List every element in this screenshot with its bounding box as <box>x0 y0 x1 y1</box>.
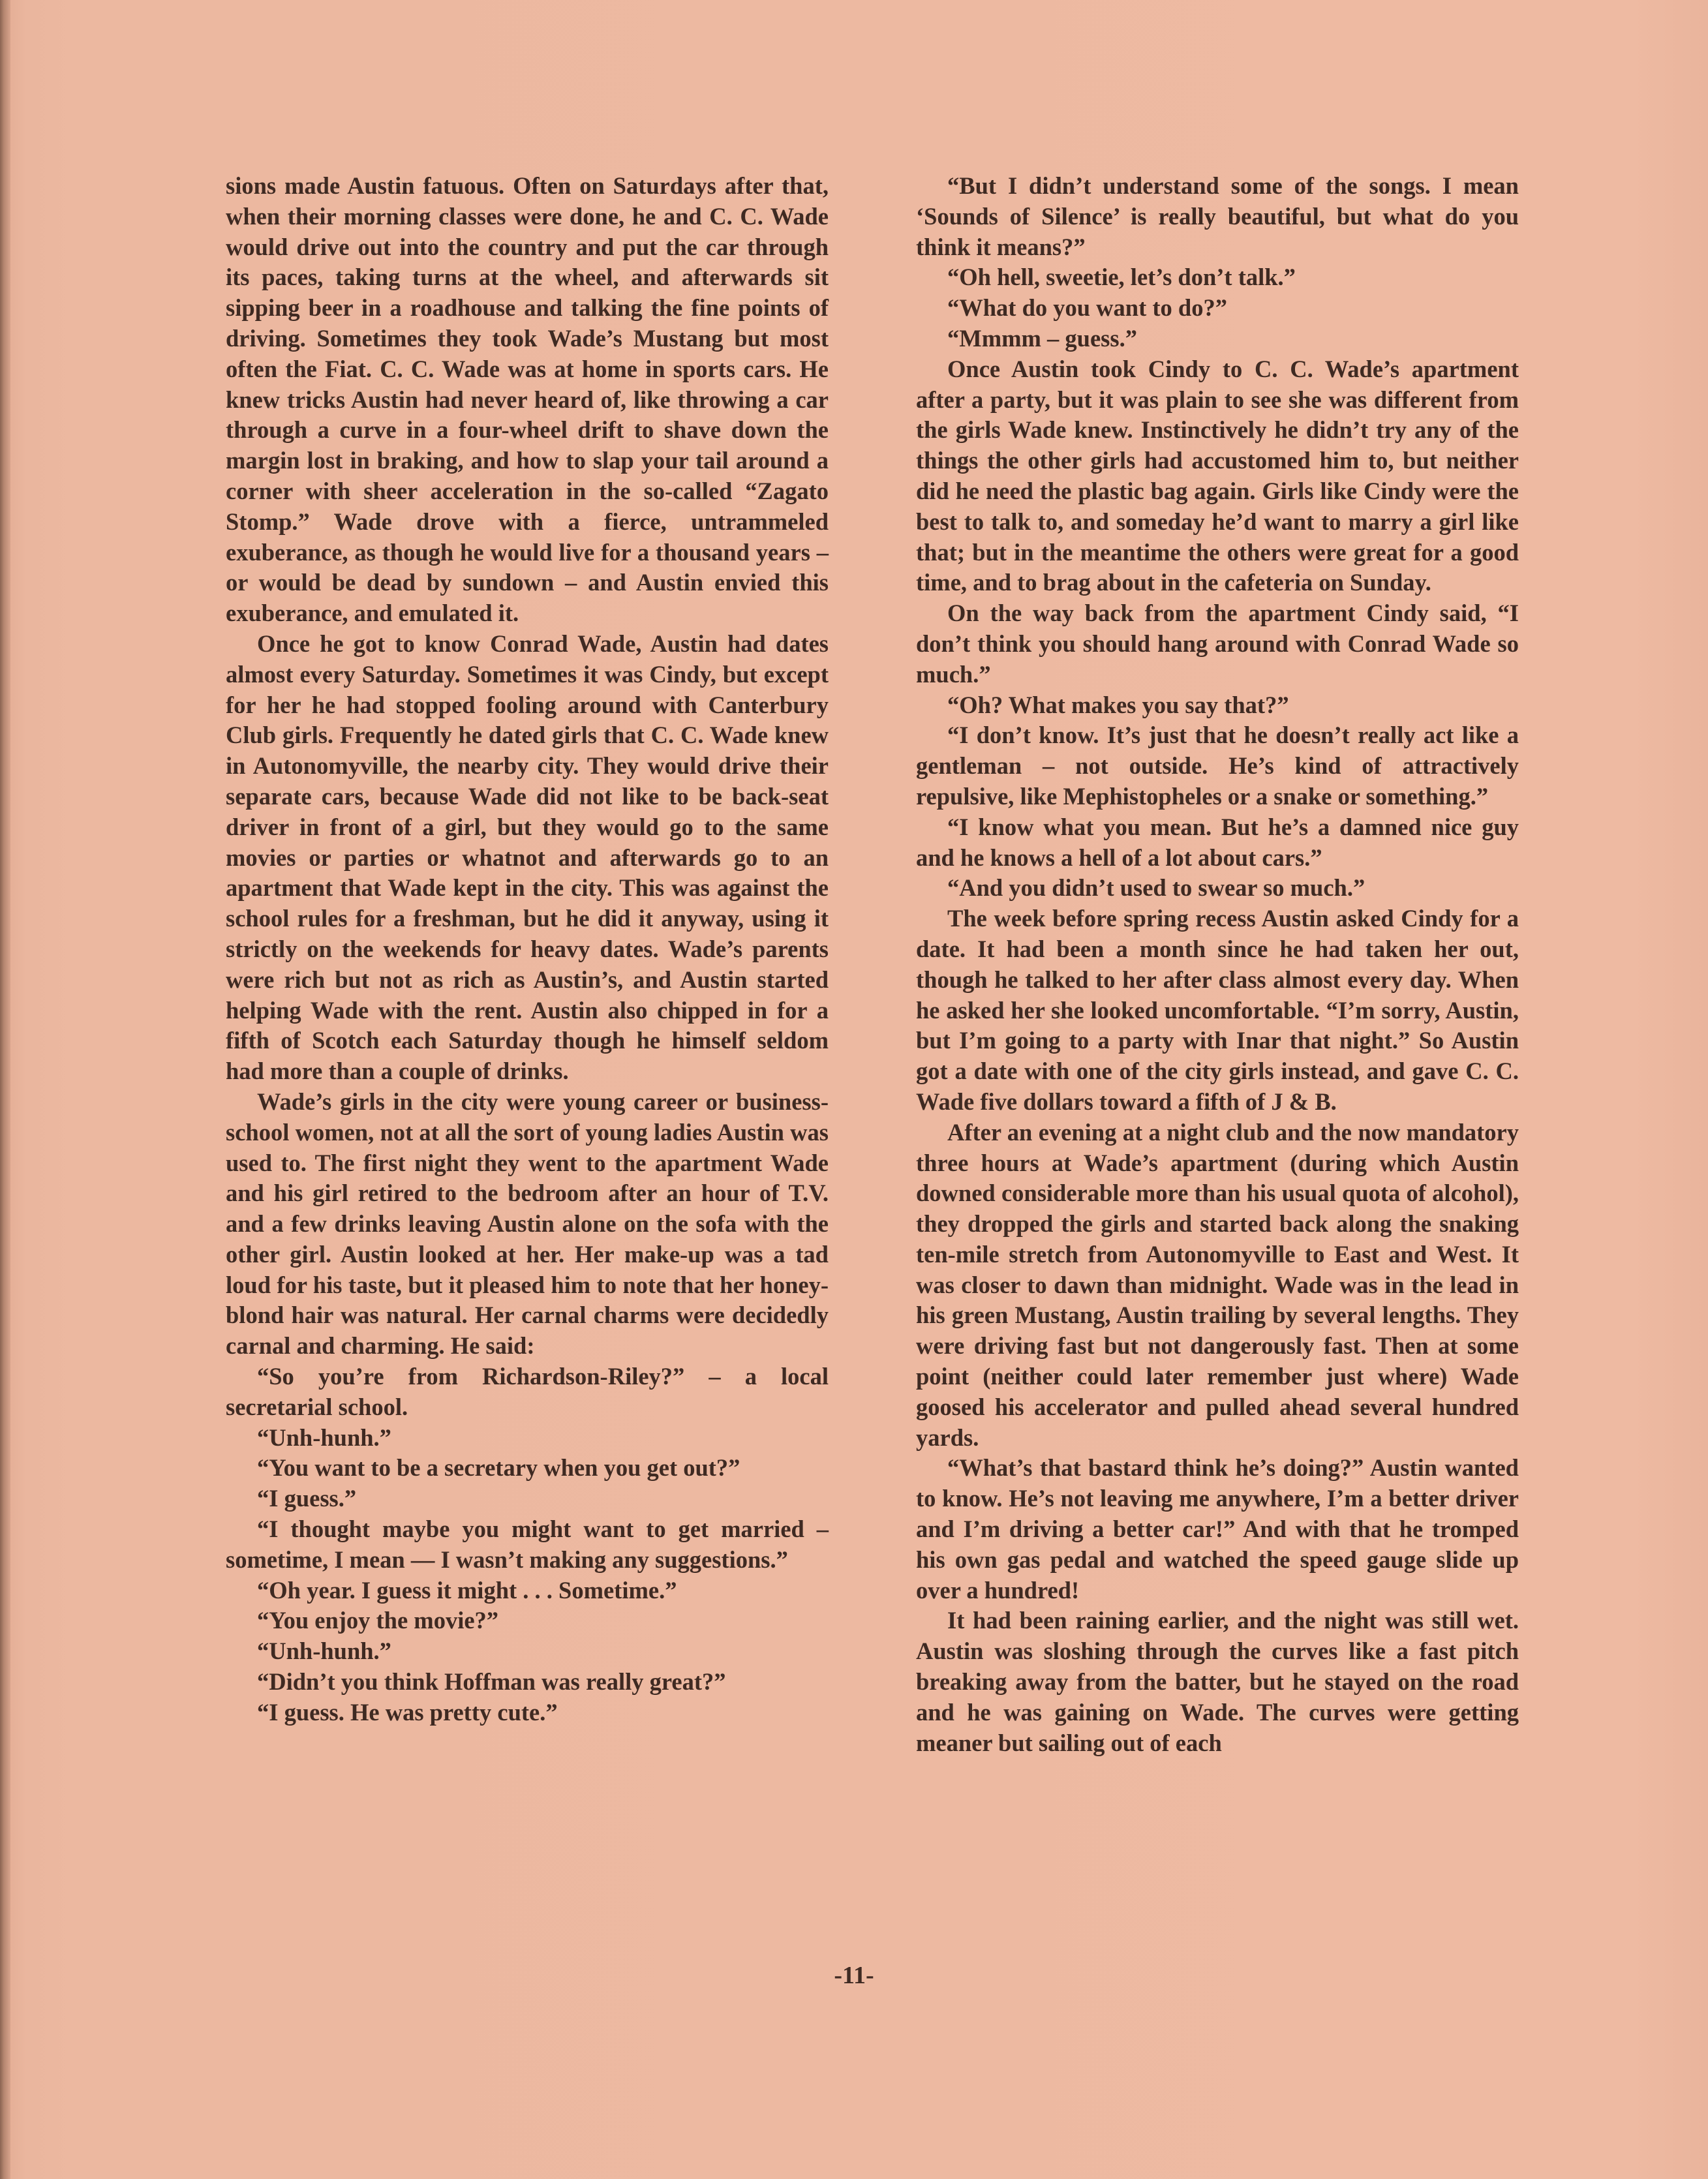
paragraph: sions made Austin fatuous. Often on Saturdays after that, when their morning classes were done, he and C. C. Wade would drive out into the country and put the car through its paces, taking turns at the wheel, and afterwards sit sipping beer in a roadhouse and talking the fine points of driving. Sometimes they took Wade’s Mustang but most often the Fiat. C. C. Wade was at home in sports cars. He knew tricks Austin had never heard of, like throwing a car through a curve in a four-wheel drift to shave down the margin lost in braking, and how to slap your tail around a corner with sheer acceleration in the so-called “Zagato Stomp.” Wade drove with a fierce, untrammeled exuberance, as though he would live for a thousand years – or would be dead by sundown – and Austin envied this exuberance, and emulated it. <box>226 172 829 627</box>
paragraph: “You want to be a secretary when you get out?” <box>257 1454 740 1482</box>
paragraph: The week before spring recess Austin asked Cindy for a date. It had been a month since he had taken her out, though he talked to her after class almost every day. When he asked her she looked uncomfortable. “I’m sorry, Austin, but I’m going to a party with Inar that night.” So Austin got a date with one of the city girls instead, and gave C. C. Wade five dollars toward a fifth of J & B. <box>916 905 1519 1115</box>
paragraph: “I guess.” <box>257 1485 357 1512</box>
paragraph: “I know what you mean. But he’s a damned nice guy and he knows a hell of a lot about cars.” <box>916 813 1519 871</box>
paragraph: “I thought maybe you might want to get married – sometime, I mean –– I wasn’t making any suggestions.” <box>226 1516 829 1573</box>
paragraph: “I don’t know. It’s just that he doesn’t really act like a gentleman – not outside. He’s kind of attractively repulsive, like Mephistopheles or a snake or something.” <box>916 722 1519 810</box>
paragraph: “Mmmm – guess.” <box>947 324 1137 352</box>
paragraph: “Oh? What makes you say that?” <box>947 691 1289 718</box>
paragraph: On the way back from the apartment Cindy said, “I don’t think you should hang around with Conrad Wade so much.” <box>916 600 1519 688</box>
paragraph: “What’s that bastard think he’s doing?” Austin wanted to know. He’s not leaving me anywhere, I’m a better driver and I’m driving a better car!” And with that he tromped his own gas pedal and watched the speed gauge slide up over a hundred! <box>916 1454 1519 1604</box>
paragraph: Wade’s girls in the city were young career or business-school women, not at all the sort of young ladies Austin was used to. The first night they went to the apartment Wade and his girl retired to the bedroom after an hour of T.V. and a few drinks leaving Austin alone on the sofa with the other girl. Austin looked at her. Her make-up was a tad loud for his taste, but it pleased him to note that her honey-blond hair was natural. Her carnal charms were decidedly carnal and charming. He said: <box>226 1088 829 1360</box>
paragraph: “Oh year. I guess it might . . . Sometime.” <box>257 1576 677 1604</box>
paragraph: “Unh-hunh.” <box>257 1638 391 1665</box>
paragraph: “You enjoy the movie?” <box>257 1607 499 1634</box>
paragraph: “What do you want to do?” <box>947 294 1227 322</box>
paragraph: It had been raining earlier, and the night was still wet. Austin was sloshing through the curves like a fast pitch breaking away from the batter, but he stayed on the road and he was gaining on Wade. The curves were getting meaner but sailing out of each <box>916 1607 1519 1756</box>
paragraph: “Didn’t you think Hoffman was really great?” <box>257 1668 726 1696</box>
paragraph: “So you’re from Richardson-Riley?” – a local secretarial school. <box>226 1363 829 1420</box>
paragraph: “Oh hell, sweetie, let’s don’t talk.” <box>947 264 1296 291</box>
page-number: -11- <box>834 1962 874 1989</box>
left-column <box>226 171 829 1728</box>
paragraph: “I guess. He was pretty cute.” <box>257 1698 558 1726</box>
paragraph: “Unh-hunh.” <box>257 1424 391 1451</box>
binding-edge <box>0 0 10 2179</box>
paragraph: Once he got to know Conrad Wade, Austin had dates almost every Saturday. Sometimes it was Cindy, but except for her he had stopped fooling around with Canterbury Club girls. Frequently he dated girls that C. C. Wade knew in Autonomyville, the nearby city. They would drive their separate cars, because Wade did not like to be back-seat driver in front of a girl, but they would go to the same movies or parties or whatnot and afterwards go to an apartment that Wade kept in the city. This was against the school rules for a freshman, but he did it anyway, using it strictly on the weekends for heavy dates. Wade’s parents were rich but not as rich as Austin’s, and Austin started helping Wade with the rent. Austin also chipped in for a fifth of Scotch each Saturday though he himself seldom had more than a couple of drinks. <box>226 630 829 1085</box>
paragraph: “But I didn’t understand some of the songs. I mean ‘Sounds of Silence’ is really beautiful, but what do you think it means?” <box>916 172 1519 260</box>
paragraph: After an evening at a night club and the now mandatory three hours at Wade’s apartment (during which Austin downed considerable more than his usual quota of alcohol), they dropped the girls and started back along the snaking ten-mile stretch from Autonomyville to East and West. It was closer to dawn than midnight. Wade was in the lead in his green Mustang, Austin trailing by several lengths. They were driving fast but not dangerously fast. Then at some point (neither could later remember just where) Wade goosed his accelerator and pulled ahead several hundred yards. <box>916 1118 1519 1451</box>
paragraph: “And you didn’t used to swear so much.” <box>947 874 1365 902</box>
right-column <box>916 171 1519 1758</box>
paragraph: Once Austin took Cindy to C. C. Wade’s apartment after a party, but it was plain to see she was different from the girls Wade knew. Instinctively he didn’t try any of the things the other girls had accustomed him to, but neither did he need the plastic bag again. Girls like Cindy were the best to talk to, and someday he’d want to marry a girl like that; but in the meantime the others were great for a good time, and to brag about in the cafeteria on Sunday. <box>916 355 1519 596</box>
